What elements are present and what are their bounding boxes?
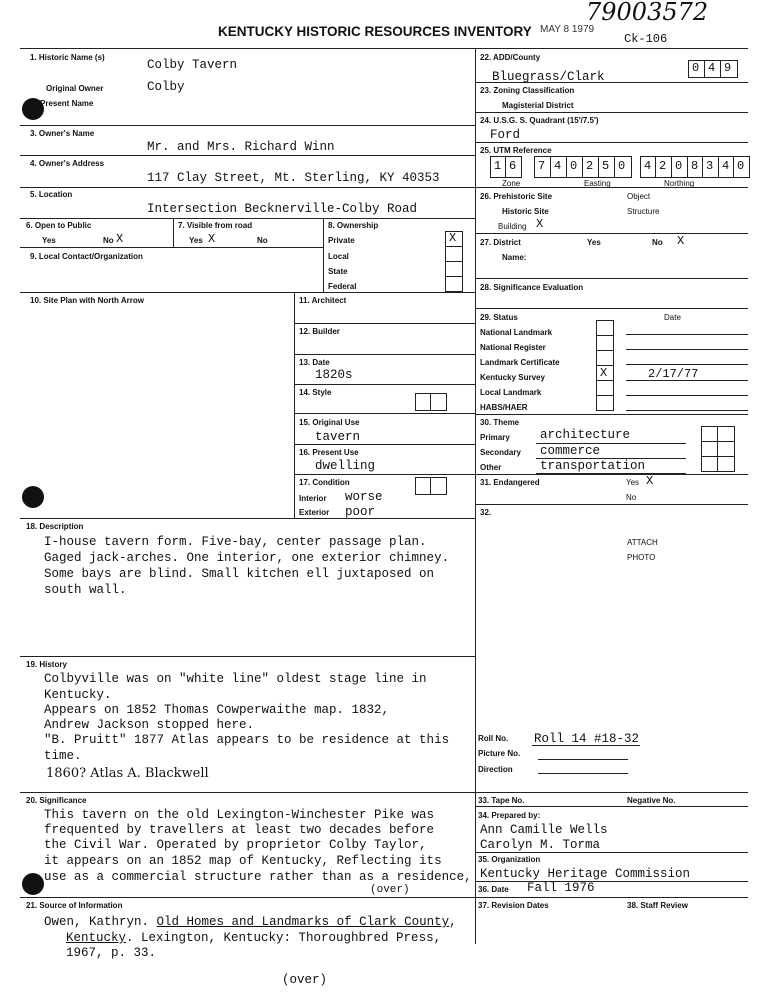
status-checkbox[interactable] [596, 395, 614, 411]
district-yes: Yes [587, 238, 601, 247]
tape-no-label: 33. Tape No. [478, 796, 525, 805]
theme-label: 30. Theme [480, 418, 520, 427]
open-to-public-yes: Yes [42, 236, 56, 245]
date-value: 1820s [315, 368, 353, 382]
status-checkbox[interactable] [596, 335, 614, 351]
significance-evaluation-label: 28. Significance Evaluation [480, 283, 584, 292]
endangered-no: No [626, 493, 637, 502]
district-name-label: Name: [502, 253, 527, 262]
endangered-mark: X [646, 474, 654, 488]
prehistoric-site-label: 26. Prehistoric Site [480, 192, 553, 201]
source-publisher: . Lexington, Kentucky: Thoroughbred Press, [126, 931, 442, 945]
structure-label: Structure [627, 207, 660, 216]
visible-from-road-label: 7. Visible from road [178, 221, 253, 230]
history-line: Kentucky. [44, 688, 112, 702]
roll-no-value: Roll 14 #18-32 [534, 732, 640, 746]
owner-address-label: 4. Owner's Address [30, 159, 105, 168]
original-owner-value: Colby [147, 80, 185, 94]
theme-code-grid [701, 426, 735, 472]
utm-easting-digit: 5 [602, 159, 610, 173]
utm-easting-digit: 4 [554, 159, 562, 173]
owner-name-label: 3. Owner's Name [30, 129, 95, 138]
historic-name-value: Colby Tavern [147, 58, 238, 72]
county-code-digit: 0 [692, 61, 700, 75]
owner-address-value: 117 Clay Street, Mt. Sterling, KY 40353 [147, 171, 440, 185]
architect-label: 11. Architect [299, 296, 347, 305]
style-label: 14. Style [299, 388, 332, 397]
building-mark: X [536, 217, 544, 231]
county-code-digit: 4 [708, 61, 716, 75]
prepared-by-value: Carolyn M. Torma [480, 838, 601, 852]
site-plan-label: 10. Site Plan with North Arrow [30, 296, 144, 305]
status-item: Kentucky Survey [480, 373, 545, 382]
ownership-state: State [328, 267, 348, 276]
form-code: Ck-106 [624, 32, 668, 46]
revision-dates-label: 37. Revision Dates [478, 901, 549, 910]
history-line: time. [44, 749, 82, 763]
utm-northing-digit: 0 [675, 159, 683, 173]
endangered-yes: Yes [626, 478, 640, 487]
open-to-public-mark: X [116, 232, 124, 246]
roll-no-label: Roll No. [478, 734, 509, 743]
status-checkbox[interactable] [596, 320, 614, 336]
status-item: HABS/HAER [480, 403, 528, 412]
utm-northing-digit: 4 [644, 159, 652, 173]
district-mark: X [677, 234, 685, 248]
status-item: Landmark Certificate [480, 358, 560, 367]
staff-review-label: 38. Staff Review [627, 901, 688, 910]
zoning-label: 23. Zoning Classification [480, 86, 575, 95]
source-line [66, 931, 441, 945]
historic-name-label: 1. Historic Name (s) [30, 53, 105, 62]
description-line: Some bays are blind. Small kitchen ell juxtaposed on [44, 567, 435, 581]
direction-label: Direction [478, 765, 513, 774]
significance-line: frequented by travellers at least two decades before [44, 823, 435, 837]
prepared-by-value: Ann Camille Wells [480, 823, 608, 837]
add-county-value: Bluegrass/Clark [492, 70, 605, 84]
utm-northing-digit: 2 [659, 159, 667, 173]
ownership-mark: X [449, 231, 457, 245]
form-title-text: KENTUCKY HISTORIC RESOURCES INVENTORY [218, 24, 532, 39]
source-label: 21. Source of Information [26, 901, 123, 910]
status-item: Local Landmark [480, 388, 542, 397]
ownership-checkbox-local[interactable] [445, 246, 463, 262]
ownership-label: 8. Ownership [328, 221, 379, 230]
ownership-checkbox-state[interactable] [445, 261, 463, 277]
photo-field-label: 32. [480, 508, 492, 517]
footer-over: (over) [282, 973, 328, 987]
endangered-label: 31. Endangered [480, 478, 540, 487]
utm-northing-digit: 3 [706, 159, 714, 173]
status-checkbox[interactable] [596, 380, 614, 396]
utm-northing-digit: 8 [691, 159, 699, 173]
binder-hole-bottom [22, 873, 44, 895]
utm-easting-digit: 7 [538, 159, 546, 173]
photo-label: PHOTO [627, 553, 656, 562]
utm-northing-digit: 4 [722, 159, 730, 173]
visible-from-road-mark: X [208, 232, 216, 246]
history-line: Appears on 1852 Thomas Cowperwaithe map. 1832, [44, 703, 390, 717]
significance-line: use as a commercial structure rather than as a residence, [44, 870, 472, 884]
utm-easting-digit: 2 [586, 159, 594, 173]
status-item: National Landmark [480, 328, 553, 337]
history-label: 19. History [26, 660, 67, 669]
condition-interior-label: Interior [299, 494, 327, 503]
form-title [218, 24, 532, 39]
status-checkbox[interactable] [596, 350, 614, 366]
theme-other-label: Other [480, 463, 502, 472]
utm-easting-digit: 0 [570, 159, 578, 173]
utm-label: 25. UTM Reference [480, 146, 552, 155]
description-line: Gaged jack-arches. One interior, one exterior chimney. [44, 551, 450, 565]
original-use-value: tavern [315, 430, 361, 444]
utm-zone-digit: 1 [494, 159, 502, 173]
utm-northing-label: Northing [664, 179, 695, 188]
source-line: Owen, Kathryn. Old Homes and Landmarks of Clark County, [44, 915, 457, 929]
organization-value: Kentucky Heritage Commission [480, 867, 691, 881]
utm-easting-label: Easting [584, 179, 611, 188]
local-contact-label: 9. Local Contact/Organization [30, 252, 143, 261]
significance-line: This tavern on the old Lexington-Winchester Pike was [44, 808, 435, 822]
history-line: Andrew Jackson stopped here. [44, 718, 255, 732]
owner-name-value: Mr. and Mrs. Richard Winn [147, 140, 335, 154]
theme-primary-label: Primary [480, 433, 510, 442]
location-value: Intersection Becknerville-Colby Road [147, 202, 418, 216]
source-title-part2: Kentucky [66, 931, 127, 945]
building-label: Building [498, 222, 527, 231]
significance-line: the Civil War. Operated by proprietor Colby Taylor, [44, 838, 427, 852]
add-county-label: 22. ADD/County [480, 53, 541, 62]
district-no: No [652, 238, 663, 247]
quadrant-label: 24. U.S.G. S. Quadrant (15'/7.5') [480, 116, 599, 125]
object-label: Object [627, 192, 651, 201]
present-use-value: dwelling [315, 459, 376, 473]
condition-exterior-label: Exterior [299, 508, 330, 517]
open-to-public-no: No [103, 236, 114, 245]
builder-label: 12. Builder [299, 327, 340, 336]
prep-date-value: Fall 1976 [527, 881, 595, 895]
received-stamp: MAY 8 1979 [540, 24, 595, 35]
condition-label: 17. Condition [299, 478, 350, 487]
county-code-digit: 9 [724, 61, 732, 75]
condition-exterior-value: poor [345, 505, 376, 519]
source-author: Owen, Kathryn. [44, 915, 150, 929]
visible-from-road-no: No [257, 236, 268, 245]
history-line: "B. Pruitt" 1877 Atlas appears to be residence at this [44, 733, 450, 747]
utm-easting-digit: 0 [618, 159, 626, 173]
status-item: National Register [480, 343, 546, 352]
history-line: Colbyville was on "white line" oldest stage line in [44, 672, 427, 686]
present-name-label: Present Name [40, 99, 94, 108]
ownership-private: Private [328, 236, 355, 245]
ownership-local: Local [328, 252, 349, 261]
significance-line: it appears on an 1852 map of Kentucky, Reflecting its [44, 854, 442, 868]
historic-site-label: Historic Site [502, 207, 549, 216]
utm-northing-digit: 0 [737, 159, 745, 173]
theme-secondary-label: Secondary [480, 448, 521, 457]
significance-label: 20. Significance [26, 796, 87, 805]
status-mark: X [600, 366, 608, 380]
organization-label: 35. Organization [478, 855, 541, 864]
magisterial-district-label: Magisterial District [502, 101, 574, 110]
ownership-checkbox-federal[interactable] [445, 276, 463, 292]
status-date-label: Date [664, 313, 681, 322]
attach-label: ATTACH [627, 538, 658, 547]
original-owner-label: Original Owner [46, 84, 104, 93]
present-use-label: 16. Present Use [299, 448, 359, 457]
prepared-by-label: 34. Prepared by: [478, 811, 541, 820]
status-survey-date: 2/17/77 [648, 367, 699, 381]
theme-primary-value: architecture [540, 428, 631, 442]
condition-box [415, 477, 447, 495]
status-label: 29. Status [480, 313, 518, 322]
description-line: south wall. [44, 583, 127, 597]
prep-date-label: 36. Date [478, 885, 509, 894]
source-line: 1967, p. 33. [66, 946, 157, 960]
theme-other-value: transportation [540, 459, 646, 473]
original-use-label: 15. Original Use [299, 418, 360, 427]
visible-from-road-yes: Yes [189, 236, 203, 245]
binder-hole-middle [22, 486, 44, 508]
history-handwritten-note: 1860? Atlas A. Blackwell [46, 766, 209, 781]
ownership-federal: Federal [328, 282, 357, 291]
location-label: 5. Location [30, 190, 73, 199]
condition-interior-value: worse [345, 490, 383, 504]
quadrant-value: Ford [490, 128, 521, 142]
negative-no-label: Negative No. [627, 796, 676, 805]
open-to-public-label: 6. Open to Public [26, 221, 92, 230]
description-line: I-house tavern form. Five-bay, center passage plan. [44, 535, 427, 549]
description-label: 18. Description [26, 522, 84, 531]
style-box [415, 393, 447, 411]
significance-over: (over) [370, 884, 410, 896]
source-title-part1: Old Homes and Landmarks of Clark County [156, 915, 450, 929]
district-label: 27. District [480, 238, 521, 247]
utm-zone-digit: 6 [509, 159, 517, 173]
utm-zone-label: Zone [502, 179, 521, 188]
picture-no-label: Picture No. [478, 749, 521, 758]
theme-secondary-value: commerce [540, 444, 601, 458]
date-label: 13. Date [299, 358, 330, 367]
handwritten-number: 79003572 [586, 0, 709, 26]
